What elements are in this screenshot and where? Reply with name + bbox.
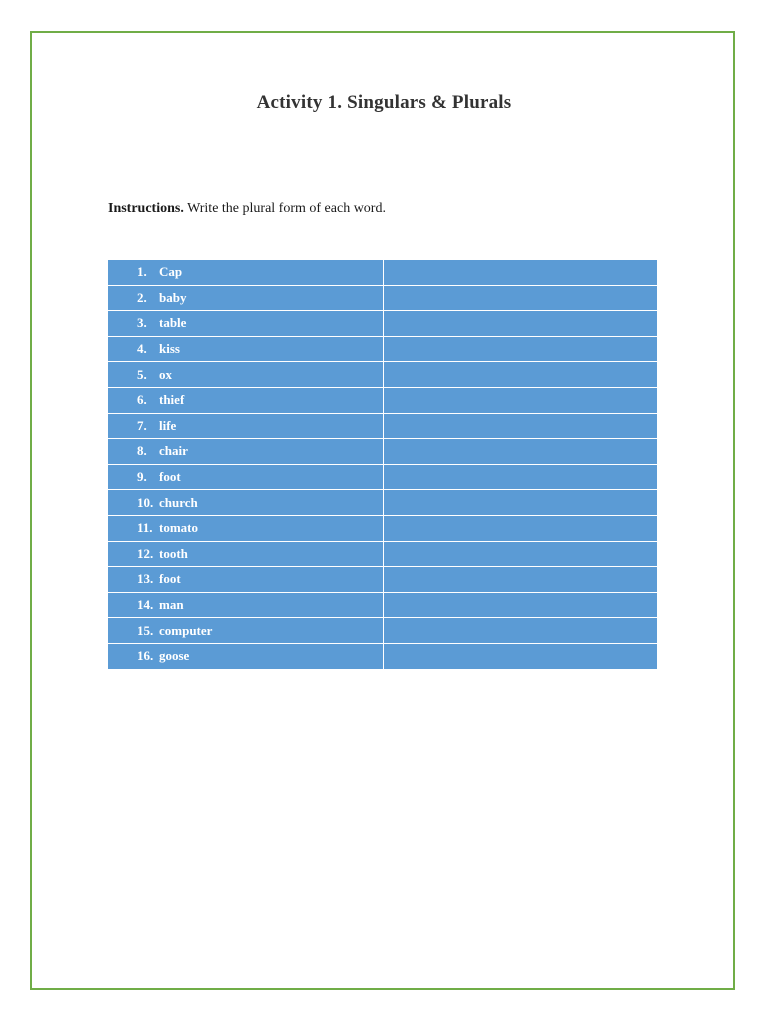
table-row bbox=[108, 387, 658, 413]
answer-cell[interactable] bbox=[383, 260, 657, 286]
item-number: 13. bbox=[137, 571, 154, 587]
singular-word: Cap bbox=[159, 264, 183, 280]
word-cell bbox=[108, 362, 384, 388]
answer-cell[interactable] bbox=[383, 336, 657, 362]
answer-cell[interactable] bbox=[383, 643, 657, 669]
instructions-label: Instructions. bbox=[108, 201, 184, 216]
table-row bbox=[108, 464, 658, 490]
answer-cell[interactable] bbox=[383, 311, 657, 337]
answer-cell[interactable] bbox=[383, 592, 657, 618]
table-row bbox=[108, 311, 658, 337]
singular-word: table bbox=[159, 315, 187, 331]
singular-word: tooth bbox=[159, 545, 188, 561]
word-cell bbox=[108, 413, 384, 439]
word-cell bbox=[108, 311, 384, 337]
item-number: 7. bbox=[137, 417, 147, 433]
instructions bbox=[108, 201, 386, 217]
word-cell bbox=[108, 260, 384, 286]
word-cell bbox=[108, 285, 384, 311]
singular-word: man bbox=[159, 597, 184, 613]
answer-cell[interactable] bbox=[383, 285, 657, 311]
word-cell bbox=[108, 541, 384, 567]
item-number: 14. bbox=[137, 597, 154, 613]
word-cell bbox=[108, 490, 384, 516]
table-row bbox=[108, 413, 658, 439]
table-row bbox=[108, 541, 658, 567]
singular-word: goose bbox=[159, 648, 190, 664]
answer-cell[interactable] bbox=[383, 541, 657, 567]
singular-word: church bbox=[159, 494, 198, 510]
word-cell bbox=[108, 515, 384, 541]
table-row bbox=[108, 643, 658, 669]
singular-word: foot bbox=[159, 571, 181, 587]
answer-cell[interactable] bbox=[383, 413, 657, 439]
item-number: 11. bbox=[137, 520, 153, 536]
answer-cell[interactable] bbox=[383, 387, 657, 413]
singular-word: kiss bbox=[159, 341, 180, 357]
table-row bbox=[108, 439, 658, 465]
answer-cell[interactable] bbox=[383, 439, 657, 465]
table-row bbox=[108, 618, 658, 644]
singular-word: thief bbox=[159, 392, 185, 408]
word-table-body bbox=[108, 260, 658, 670]
item-number: 16. bbox=[137, 648, 154, 664]
item-number: 4. bbox=[137, 341, 147, 357]
word-cell bbox=[108, 592, 384, 618]
singular-word: foot bbox=[159, 469, 181, 485]
word-cell bbox=[108, 387, 384, 413]
table-row bbox=[108, 490, 658, 516]
answer-cell[interactable] bbox=[383, 567, 657, 593]
page-title: Activity 1. Singulars & Plurals bbox=[256, 92, 512, 113]
singular-word: tomato bbox=[159, 520, 198, 536]
singular-word: ox bbox=[159, 366, 172, 382]
item-number: 2. bbox=[137, 289, 147, 305]
item-number: 6. bbox=[137, 392, 147, 408]
item-number: 3. bbox=[137, 315, 147, 331]
answer-cell[interactable] bbox=[383, 515, 657, 541]
singular-word: computer bbox=[159, 622, 213, 638]
singular-word: chair bbox=[159, 443, 188, 459]
item-number: 12. bbox=[137, 545, 154, 561]
answer-cell[interactable] bbox=[383, 490, 657, 516]
word-cell bbox=[108, 439, 384, 465]
table-row bbox=[108, 592, 658, 618]
table-row bbox=[108, 260, 658, 286]
word-cell bbox=[108, 567, 384, 593]
instructions-text: Write the plural form of each word. bbox=[183, 201, 386, 216]
table-row bbox=[108, 336, 658, 362]
table-row bbox=[108, 285, 658, 311]
item-number: 5. bbox=[137, 366, 147, 382]
word-cell bbox=[108, 464, 384, 490]
item-number: 10. bbox=[137, 494, 154, 510]
answer-cell[interactable] bbox=[383, 464, 657, 490]
table-row bbox=[108, 515, 658, 541]
word-cell bbox=[108, 336, 384, 362]
item-number: 15. bbox=[137, 622, 154, 638]
singular-word: baby bbox=[159, 289, 187, 305]
word-table bbox=[107, 259, 658, 670]
answer-cell[interactable] bbox=[383, 362, 657, 388]
item-number: 9. bbox=[137, 469, 147, 485]
word-cell bbox=[108, 643, 384, 669]
word-cell bbox=[108, 618, 384, 644]
item-number: 8. bbox=[137, 443, 147, 459]
item-number: 1. bbox=[137, 264, 147, 280]
table-row bbox=[108, 567, 658, 593]
answer-cell[interactable] bbox=[383, 618, 657, 644]
table-row bbox=[108, 362, 658, 388]
singular-word: life bbox=[159, 417, 177, 433]
